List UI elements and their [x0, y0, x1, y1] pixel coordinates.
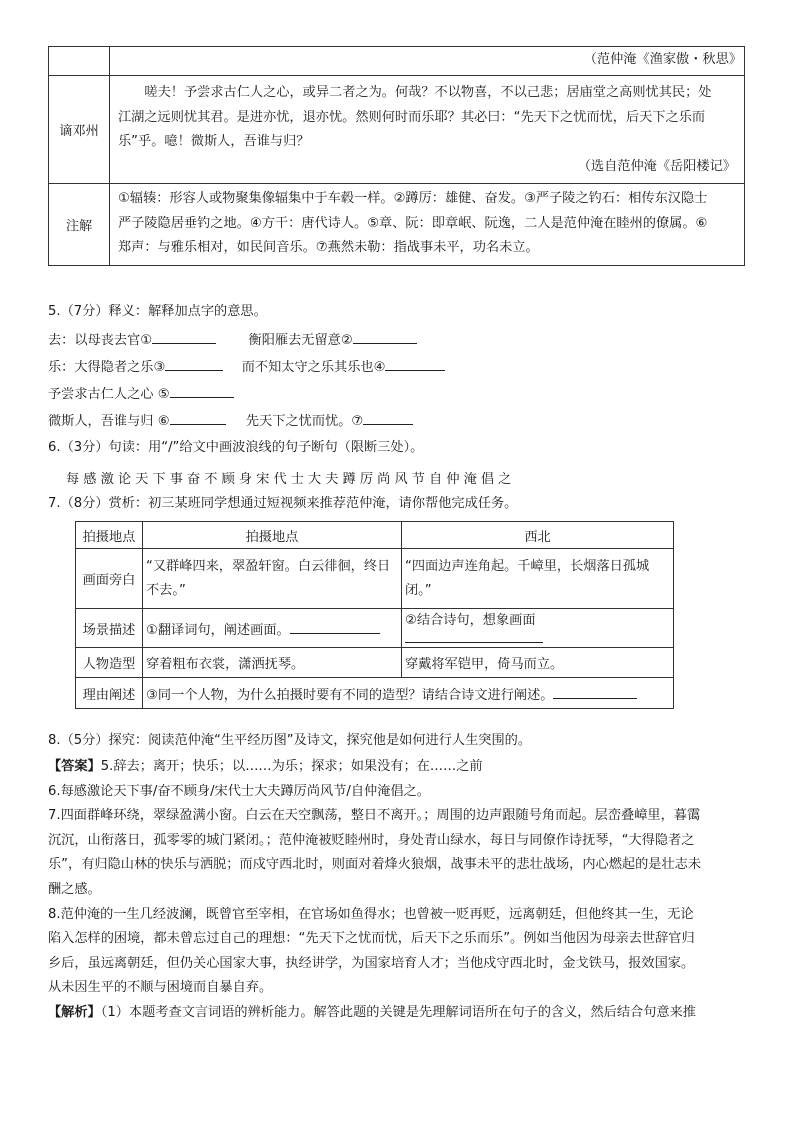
answer-7-line: 7.四面群峰环绕，翠绿盈满小窗。白云在天空飘荡，整日不离开。；周围的边声跟随号角而起。层峦叠嶂里，暮霭 [48, 808, 701, 824]
analysis-line: 【解析】（1）本题考查文言词语的辨析能力。解答此题的关键是先理解词语所在句子的含义，然后结合句意来推 [48, 1004, 696, 1020]
q7-title: 7.（8分）赏析：初三某班同学想通过短视频来推荐范仲淹，请你帮他完成任务。 [48, 496, 518, 511]
header-cell: 拍摄地点 [76, 522, 143, 549]
q6-sentence: 每感激论天下事奋不顾身宋代士大夫蹲厉尚风节自仲淹倡之 [66, 472, 516, 487]
note-line: 郑声：与雅乐相对，如民间音乐。⑦燕然未勒：指战事未平，功名未立。 [118, 240, 539, 255]
q5-line-2 [48, 356, 445, 379]
passage-table [48, 46, 745, 266]
note-line: 严子陵隐居垂钓之地。④方干：唐代诗人。⑤章、阮：即章岷、阮逸，二人是范仲淹在睦州的僚属。⑥ [118, 215, 708, 231]
answer-8-line: 8.范仲淹的一生几经波澜，既曾官至宰相，在官场如鱼得水；也曾被一贬再贬，远离朝廷，但他终其一生，无论 [48, 906, 694, 922]
q5-item-3: 乐：大得隐者之乐③ [48, 360, 166, 375]
answer-line-5: 【答案】5.辞去；离开；快乐；以……为乐；探求；如果没有；在……之前 [48, 759, 483, 774]
scene-task-b: ②结合诗句，想象画面 [405, 613, 536, 628]
answer-label: 【答案】 [48, 759, 101, 774]
answer-blank-5[interactable] [170, 383, 234, 398]
answer-7-line: 乐”，有归隐山林的快乐与洒脱；而戍守西北时，则面对着烽火狼烟，战事未平的悲壮战场，内心燃起的是壮志未 [48, 857, 702, 873]
passage-line: 江湖之远则忧其君。是进亦忧，退亦忧。然则何时而乐耶？其必曰：“先天下之忧而忧，后天下之乐而 [118, 109, 706, 125]
q5-item-7: 先天下之忧而忧。⑦ [245, 414, 364, 429]
row-label: 理由阐述 [76, 678, 143, 709]
q5-title: 5.（7分）释义：解释加点字的意思。 [48, 304, 267, 319]
source-line-1: （范仲淹《渔家傲・秋思》 [583, 52, 742, 67]
row-label: 场景描述 [76, 609, 143, 648]
answer-8-line: 从未因生平的不顺与困境而自暴自弃。 [48, 980, 273, 996]
q5-item-1: 去：以母丧去官① [48, 333, 153, 348]
narration-a: “又群峰四来，翠盈轩窗。白云徘徊，终日不去。” [146, 558, 391, 598]
q5-item-6: 微斯人，吾谁与归 ⑥ [48, 414, 170, 429]
row-label: 画面旁白 [76, 549, 143, 609]
header-cell: 拍摄地点 [143, 522, 402, 549]
answer-7-line: 酬之感。 [48, 881, 101, 897]
q5-line-4 [48, 410, 413, 433]
answer-7-line: 沉沉，山衔落日，孤零零的城门紧闭。；范仲淹被贬睦州时，身处青山绿水，每日与同僚作诗抚琴，“大得隐者之 [48, 832, 695, 848]
answer-blank-scene-b[interactable] [405, 628, 543, 643]
answer-8-line: 陷入怎样的困境，都未曾忘过自己的理想：“先天下之忧而忧，后天下之乐而乐”。例如当他因为母亲去世辞官归 [48, 931, 695, 947]
answer-blank-7[interactable] [363, 410, 413, 425]
q5-line-3 [48, 383, 234, 406]
row-label-notes: 注解 [49, 184, 110, 266]
q5-item-5: 予尝求古仁人之心 ⑤ [48, 387, 170, 402]
header-cell: 西北 [402, 522, 674, 549]
costume-a: 穿着粗布衣裳，潇洒抚琴。 [143, 648, 402, 678]
answer-blank-2[interactable] [353, 329, 417, 344]
passage-line: 乐”乎。噫！微斯人，吾谁与归？ [118, 134, 310, 149]
costume-b: 穿戴将军铠甲，倚马而立。 [402, 648, 674, 678]
answer-block [48, 755, 748, 1026]
analysis-label: 【解析】 [48, 1004, 101, 1020]
scene-task-a: ①翻译词句，阐述画面。 [146, 622, 290, 638]
q6-title: 6.（3分）句读：用“/”给文中画波浪线的句子断句（限断三处）。 [48, 440, 424, 455]
passage-line: 嗟夫！予尝求古仁人之心，或异二者之为。何哉？不以物喜，不以己悲；居庙堂之高则忧其民；处 [144, 85, 712, 100]
note-line: ①辐辏：形容人或物聚集像辐集中于车毂一样。②蹲厉：雄健、奋发。③严子陵之钓石：相传东汉隐士 [118, 191, 708, 206]
answer-blank-4[interactable] [385, 356, 445, 371]
answer-blank-reason[interactable] [553, 684, 637, 699]
q5-item-2: 衡阳雁去无留意② [248, 333, 353, 348]
row-label: 人物造型 [76, 648, 143, 678]
answer-blank-1[interactable] [152, 329, 216, 344]
narration-b: “四面边声连角起。千嶂里，长烟落日孤城闭。” [405, 558, 650, 598]
source-line-2: （选自范仲淹《岳阳楼记》 [577, 158, 736, 174]
empty-label-cell [49, 47, 110, 76]
q8-title: 8.（5分）探究：阅读范仲淹“生平经历图”及诗文，探究他是如何进行人生突围的。 [48, 733, 532, 748]
answer-line-6: 6.每感激论天下事/奋不顾身/宋代士大夫蹲厉尚风节/自仲淹倡之。 [48, 783, 430, 799]
q5-line-1 [48, 329, 417, 352]
reason-task: ③同一个人物，为什么拍摄时要有不同的造型？请结合诗文进行阐述。 [146, 687, 554, 703]
row-label-dengzhou: 谪邓州 [49, 76, 110, 184]
q5-item-4: 而不知太守之乐其乐也④ [241, 360, 386, 375]
answer-blank-scene-a[interactable] [290, 619, 380, 634]
answer-8-line: 乡后，虽远离朝廷，但仍关心国家大事，执经讲学，为国家培育人才；当他戍守西北时，金戈铁马，报效国家。 [48, 955, 695, 971]
answer-blank-3[interactable] [165, 356, 223, 371]
video-plan-table [75, 521, 674, 709]
answer-blank-6[interactable] [170, 410, 226, 425]
